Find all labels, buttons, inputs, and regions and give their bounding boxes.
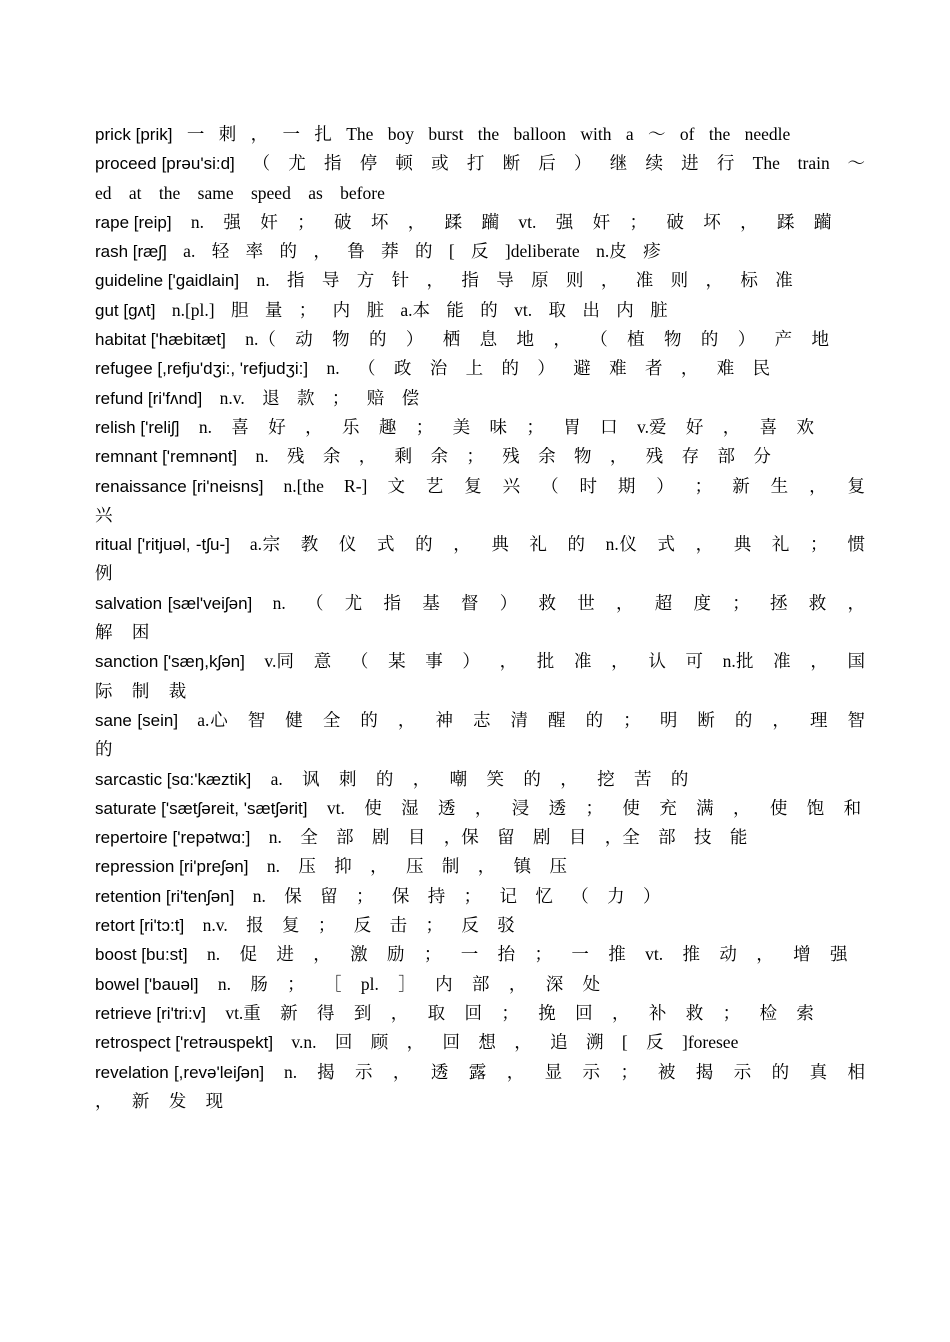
- headword: bowel ['bauəl]: [95, 974, 199, 994]
- definition: n. 喜 好 ， 乐 趣 ； 美 味 ； 胃 口 v.爱 好 ， 喜 欢: [179, 416, 814, 437]
- definition: n. 全 部 剧 目 ，保 留 剧 目 ，全 部 技 能: [250, 827, 748, 848]
- headword: rape [reip]: [95, 212, 172, 232]
- definition: a.宗 教 仪 式 的 ， 典 礼 的 n.仪 式 ， 典 礼 ； 惯 例: [95, 534, 865, 584]
- headword: retrieve [ri'tri:v]: [95, 1003, 206, 1023]
- headword: repression [ri'preʃən]: [95, 857, 249, 877]
- entry-retention: [95, 882, 865, 911]
- definition: a. 轻 率 的 ， 鲁 莽 的 [ 反 ]deliberate n.皮 疹: [166, 241, 661, 262]
- entry-renaissance: [95, 472, 865, 531]
- definition: vt.重 新 得 到 ， 取 回 ； 挽 回 ， 补 救 ； 检 索: [205, 1002, 814, 1023]
- entry-prick: [95, 120, 865, 149]
- definition: a.心 智 健 全 的 ， 神 志 清 醒 的 ； 明 断 的 ， 理 智 的: [95, 709, 865, 760]
- entry-retrospect: [95, 1028, 865, 1057]
- definition: （ 尤 指 停 顿 或 打 断 后 ） 继 续 进 行 The train ～ ed at the same speed as before: [95, 153, 865, 203]
- definition: v.同 意 （ 某 事 ） ， 批 准 ， 认 可 n.批 准 ， 国 际 制 裁: [95, 651, 865, 701]
- entry-refund: [95, 384, 865, 413]
- headword: gut [ɡʌt]: [95, 300, 156, 320]
- entry-sanction: [95, 647, 865, 706]
- entry-habitat: [95, 325, 865, 354]
- definition: v.n. 回 顾 ， 回 想 ， 追 溯 [ 反 ]foresee: [273, 1032, 739, 1053]
- entry-relish: [95, 413, 865, 442]
- definition: n. 揭 示 ， 透 露 ， 显 示 ； 被 揭 示 的 真 相 ， 新 发 现: [95, 1061, 865, 1111]
- definition: n.[pl.] 胆 量 ； 内 脏 a.本 能 的 vt. 取 出 内 脏: [155, 299, 668, 320]
- headword: sarcastic [sɑ:'kæztik]: [95, 769, 252, 789]
- headword: rash [ræʃ]: [95, 242, 167, 262]
- headword: guideline ['ɡaidlain]: [95, 271, 240, 291]
- entry-revelation: [95, 1058, 865, 1117]
- definition: n. 压 抑 ， 压 制 ， 镇 压: [248, 856, 567, 877]
- entry-remnant: [95, 442, 865, 471]
- vocabulary-list: [95, 120, 865, 1116]
- headword: relish ['reliʃ]: [95, 417, 180, 437]
- headword: retort [ri'tɔ:t]: [95, 916, 185, 936]
- headword: revelation [,revə'leiʃən]: [95, 1062, 265, 1082]
- headword: retrospect ['retrəuspekt]: [95, 1033, 274, 1053]
- headword: salvation [sæl'veiʃən]: [95, 593, 253, 613]
- headword: sanction ['sæŋ,kʃən]: [95, 652, 245, 672]
- entry-sane: [95, 706, 865, 765]
- headword: retention [ri'tenʃən]: [95, 886, 235, 906]
- headword: proceed [prəu'si:d]: [95, 154, 235, 174]
- headword: repertoire ['repətwɑ:]: [95, 828, 251, 848]
- headword: refugee [,refju'dʒi:, 'refjudʒi:]: [95, 359, 309, 379]
- entry-repression: [95, 852, 865, 881]
- headword: refund [ri'fʌnd]: [95, 388, 203, 408]
- definition: n. 保 留 ； 保 持 ； 记 忆 （ 力 ）: [234, 885, 661, 906]
- definition: n. （ 政 治 上 的 ） 避 难 者 ， 难 民: [308, 358, 771, 379]
- entry-rape: [95, 208, 865, 237]
- headword: remnant ['remnənt]: [95, 447, 238, 467]
- headword: ritual ['ritjuəl, -tʃu-]: [95, 535, 230, 555]
- definition: n.v. 退 款 ； 赔 偿: [202, 387, 420, 408]
- entry-sarcastic: [95, 765, 865, 794]
- definition: n. 促 进 ， 激 励 ； 一 抬 ； 一 推 vt. 推 动 ， 增 强: [187, 944, 848, 965]
- definition: vt. 使 湿 透 ， 浸 透 ； 使 充 满 ， 使 饱 和: [307, 797, 862, 818]
- entry-salvation: [95, 589, 865, 648]
- definition: n. 强 奸 ； 破 坏 ， 蹂 躏 vt. 强 奸 ； 破 坏 ， 蹂 躏: [171, 211, 832, 232]
- headword: boost [bu:st]: [95, 945, 188, 965]
- definition: n. 肠 ； ［ pl. ］ 内 部 ， 深 处: [198, 973, 601, 994]
- entry-rash: [95, 237, 865, 266]
- entry-retrieve: [95, 999, 865, 1028]
- definition: n.v. 报 复 ； 反 击 ； 反 驳: [184, 915, 515, 936]
- entry-repertoire: [95, 823, 865, 852]
- headword: renaissance [ri'neisns]: [95, 476, 264, 496]
- entry-retort: [95, 911, 865, 940]
- entry-refugee: [95, 354, 865, 383]
- entry-ritual: [95, 530, 865, 589]
- headword: habitat ['hæbitæt]: [95, 330, 226, 350]
- headword: sane [sein]: [95, 710, 179, 730]
- entry-saturate: [95, 794, 865, 823]
- definition: n.（ 动 物 的 ） 栖 息 地 ， （ 植 物 的 ） 产 地: [225, 329, 829, 350]
- entry-gut: [95, 296, 865, 325]
- entry-bowel: [95, 970, 865, 999]
- headword: prick [prik]: [95, 125, 173, 144]
- definition: n. （ 尤 指 基 督 ） 救 世 ， 超 度 ； 拯 救 ， 解 困: [95, 592, 866, 643]
- entry-proceed: [95, 149, 865, 208]
- definition: n. 残 余 ， 剩 余 ； 残 余 物 ， 残 存 部 分: [237, 446, 771, 467]
- definition: a. 讽 刺 的 ， 嘲 笑 的 ， 挖 苦 的: [251, 768, 689, 789]
- definition: n.[the R-] 文 艺 复 兴 （ 时 期 ） ； 新 生 ， 复 兴: [95, 475, 865, 525]
- definition: 一 刺 ， 一 扎 The boy burst the balloon with a ～ of the needle: [172, 124, 791, 144]
- headword: saturate ['sætʃəreit, 'sætʃərit]: [95, 798, 308, 818]
- definition: n. 指 导 方 针 ， 指 导 原 则 ， 准 则 ， 标 准: [239, 270, 793, 291]
- entry-boost: [95, 940, 865, 969]
- entry-guideline: [95, 266, 865, 295]
